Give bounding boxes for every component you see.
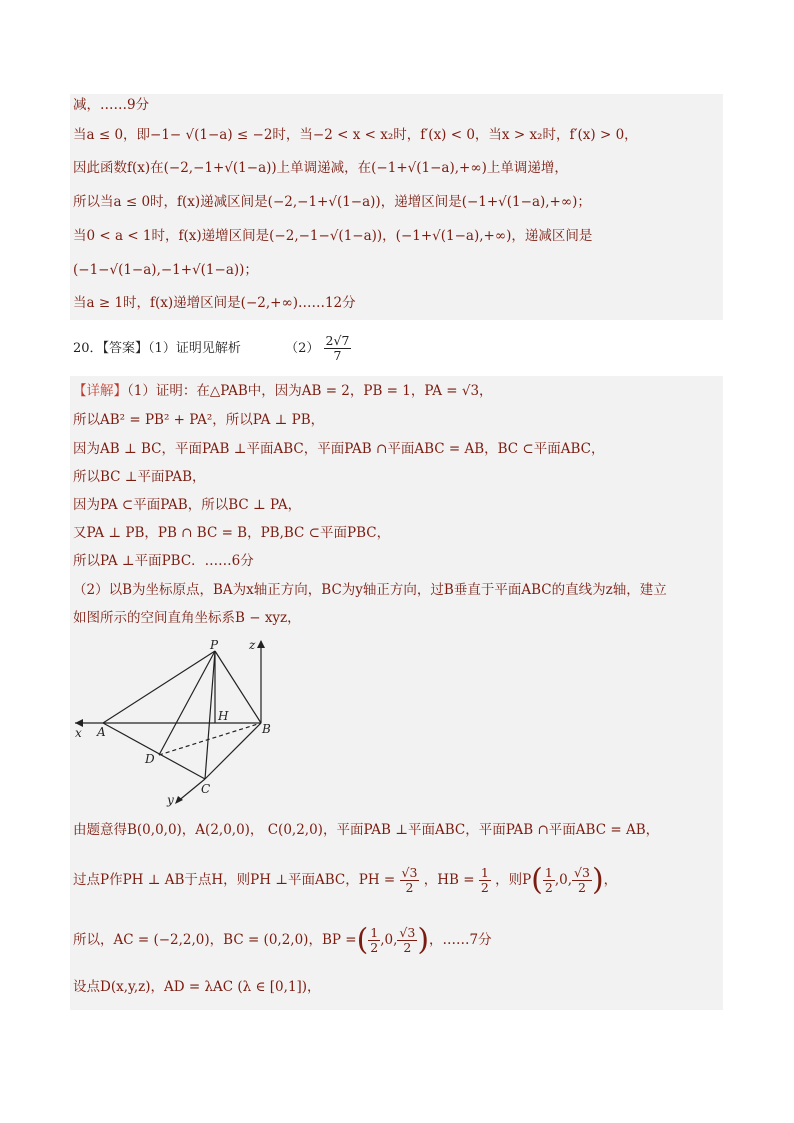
text-line: （2）以B为坐标原点，BA为x轴正方向，BC为y轴正方向，过B垂直于平面ABC的直线为z轴，建立: [73, 582, 667, 598]
text-line: 因此函数f(x)在(−2,−1+√(1−a))上单调递减，在(−1+√(1−a),+∞)上单调递增，: [73, 160, 568, 176]
text-line: 所以BC ⊥平面PAB，: [73, 469, 206, 485]
fraction-denominator: 2: [544, 880, 553, 895]
fraction-numerator: 1: [544, 865, 553, 880]
paren-open: (: [356, 922, 369, 958]
text-segment: ,0,: [380, 932, 398, 948]
fraction-denominator: 7: [333, 348, 342, 363]
fraction-numerator: 2√7: [325, 333, 350, 348]
label-P: P: [210, 638, 219, 652]
fraction-denominator: 2: [370, 940, 379, 955]
text-segment: ，HB =: [423, 872, 475, 888]
paren-open: (: [531, 862, 543, 898]
answer-part2: （2）: [285, 341, 320, 356]
vector-line: [73, 918, 492, 962]
label-B: B: [262, 722, 271, 736]
p-z-fraction: [572, 866, 592, 895]
detail-text: （1）证明：在△PAB中，因为AB = 2，PB = 1，PA = √3，: [127, 383, 493, 399]
text-line: 所以当a ≤ 0时，f(x)递减区间是(−2,−1+√(1−a))，递增区间是(−1+√(1−a),+∞)；: [73, 194, 591, 210]
label-A: A: [97, 725, 106, 739]
edge-PA: [103, 651, 215, 723]
hb-fraction: [479, 866, 491, 895]
ph-fraction: [400, 866, 420, 895]
text-line: 所以PA ⊥平面PBC．……6分: [73, 553, 254, 569]
fraction-numerator: 1: [370, 925, 379, 940]
question-20-answer: [73, 334, 351, 363]
text-line: 如图所示的空间直角坐标系B − xyz，: [73, 610, 301, 626]
point-p-line: [73, 858, 617, 902]
edge-AC: [103, 723, 205, 779]
text-segment: ，……7分: [429, 932, 492, 948]
fraction-numerator: √3: [574, 865, 590, 880]
text-segment: ，: [603, 872, 618, 888]
fraction-denominator: 2: [405, 880, 414, 895]
label-H: H: [218, 709, 229, 723]
detail-tag: 【详解】: [73, 383, 127, 399]
y-arrow: [175, 796, 183, 804]
text-line: 所以AB² = PB² + PA²，所以PA ⊥ PB，: [73, 412, 325, 428]
text-line: 因为PA ⊂平面PAB，所以BC ⊥ PA，: [73, 497, 302, 513]
detail-line-1: [73, 381, 493, 401]
fraction-numerator: √3: [399, 925, 416, 940]
p-x-fraction: [543, 866, 555, 895]
answer-fraction: [324, 334, 352, 363]
text-line: 当a ≤ 0，即−1− √(1−a) ≤ −2时，当−2 < x < x₂时，f′(x) < 0，当x > x₂时，f′(x) > 0，: [73, 127, 638, 143]
bp-z-fraction: [397, 926, 417, 955]
text-line: 因为AB ⊥ BC，平面PAB ⊥平面ABC，平面PAB ∩平面ABC = AB，BC ⊂平面ABC，: [73, 441, 605, 457]
text-line: 由题意得B(0,0,0)，A(2,0,0)， C(0,2,0)，平面PAB ⊥平面ABC，平面PAB ∩平面ABC = AB，: [73, 822, 660, 838]
text-line: 当0 < a < 1时，f(x)递增区间是(−2,−1−√(1−a))，(−1+√(1−a),+∞)，递减区间是: [73, 228, 593, 244]
label-z: z: [249, 638, 256, 652]
label-y: y: [167, 793, 174, 807]
fraction-numerator: √3: [401, 865, 418, 880]
label-D: D: [145, 752, 155, 766]
label-x: x: [75, 726, 82, 740]
paren-close: ): [591, 862, 604, 898]
text-line: 又PA ⊥ PB，PB ∩ BC = B，PB,BC ⊂平面PBC，: [73, 525, 391, 541]
fraction-denominator: 2: [480, 880, 489, 895]
text-segment: ，则P: [495, 872, 532, 888]
text-segment: 所以，AC = (−2,2,0)，BC = (0,2,0)，BP =: [73, 932, 357, 948]
paren-close: ): [417, 922, 430, 958]
text-segment: ,0,: [554, 872, 573, 888]
edge-PC: [205, 651, 215, 779]
bp-x-fraction: [368, 926, 380, 955]
answer-head: 20．【答案】（1）证明见解析: [73, 341, 241, 356]
fraction-denominator: 2: [578, 880, 586, 895]
text-line: 当a ≥ 1时，f(x)递增区间是(−2,+∞)……12分: [73, 295, 356, 311]
text-segment: 过点P作PH ⊥ AB于点H，则PH ⊥平面ABC，PH =: [73, 872, 396, 888]
text-line: 减，……9分: [73, 97, 150, 113]
label-C: C: [201, 782, 211, 796]
fraction-denominator: 2: [403, 940, 412, 955]
text-line: (−1−√(1−a),−1+√(1−a))；: [73, 262, 258, 278]
z-arrow: [257, 640, 265, 648]
text-line: 设点D(x,y,z)，AD = λAC (λ ∈ [0,1])，: [73, 979, 321, 995]
fraction-numerator: 1: [480, 865, 489, 880]
pyramid-diagram: [73, 637, 271, 807]
coordinate-figure: [73, 637, 271, 807]
edge-PD: [159, 651, 215, 755]
